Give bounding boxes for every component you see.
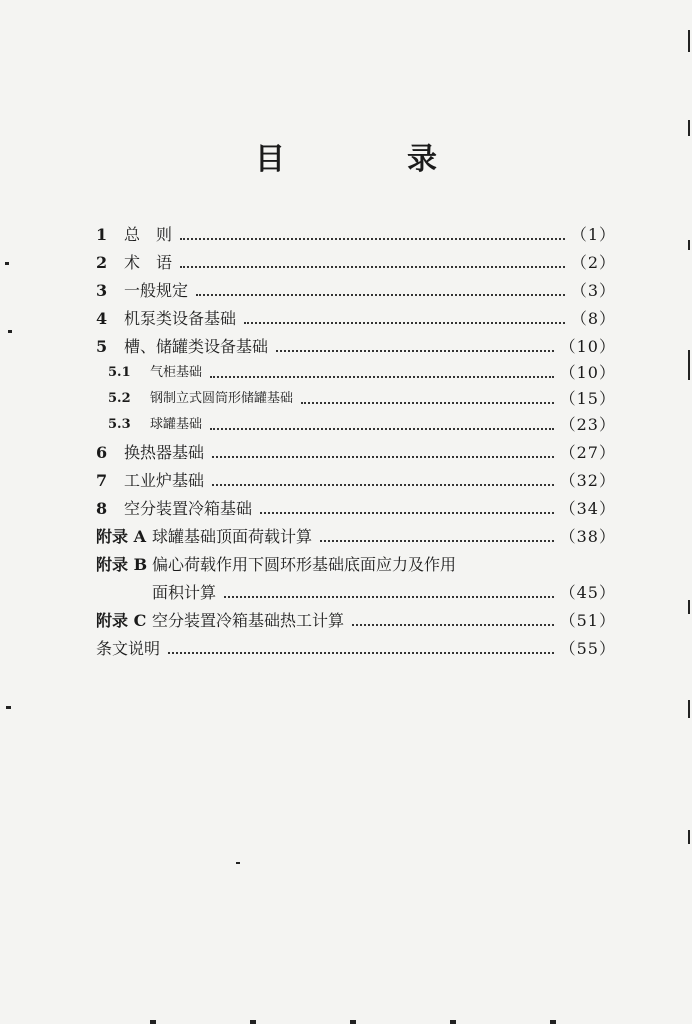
scan-artifact	[450, 1020, 456, 1024]
toc-entry-number: 4	[96, 309, 108, 328]
dot-leader	[180, 238, 565, 240]
toc-entry-number: 附录 A	[96, 527, 146, 546]
dot-leader	[168, 652, 554, 654]
page-title: 目 录	[255, 142, 483, 177]
scan-artifact	[688, 120, 690, 136]
toc-entry[interactable]	[96, 440, 616, 466]
toc-entry[interactable]	[96, 278, 616, 304]
toc-entry-title: 气柜基础	[150, 365, 203, 380]
toc-entry-page: （10）	[559, 363, 616, 382]
toc-entry-title: 面积计算	[152, 583, 217, 602]
toc-entry[interactable]	[96, 636, 616, 662]
toc-entry-page: （34）	[559, 499, 616, 518]
dot-leader	[260, 512, 554, 514]
dot-leader	[301, 402, 554, 404]
toc-entry-page: （32）	[559, 471, 616, 490]
dot-leader	[210, 376, 554, 378]
scan-artifact	[250, 1020, 256, 1024]
toc-entry-number: 8	[96, 499, 108, 518]
dot-leader	[224, 596, 554, 598]
toc-entry-title: 条文说明	[96, 639, 161, 658]
toc-entry-title: 槽、储罐类设备基础	[124, 337, 269, 356]
toc-entry-title: 球罐基础	[150, 417, 203, 432]
toc-subentry[interactable]	[96, 360, 616, 386]
toc-entry-title: 钢制立式圆筒形储罐基础	[150, 391, 294, 406]
toc-entry-page: （23）	[559, 415, 616, 434]
dot-leader	[276, 350, 554, 352]
toc-appendix-entry[interactable]	[96, 552, 616, 578]
toc-entry-title: 偏心荷载作用下圆环形基础底面应力及作用	[152, 555, 457, 574]
toc-appendix-entry[interactable]	[96, 608, 616, 634]
toc-entry-page: （45）	[559, 583, 616, 602]
dot-leader	[320, 540, 554, 542]
scan-artifact	[6, 706, 11, 709]
scan-artifact	[688, 830, 690, 844]
toc-entry-number: 7	[96, 471, 108, 490]
toc-entry-page: （51）	[559, 611, 616, 630]
scan-artifact	[8, 330, 12, 333]
toc-appendix-entry[interactable]	[96, 524, 616, 550]
toc-entry-number: 3	[96, 281, 108, 300]
toc-entry-title: 工业炉基础	[124, 471, 205, 490]
toc-entry-number: 附录 B	[96, 555, 148, 574]
toc-entry-page: （10）	[559, 337, 616, 356]
toc-entry[interactable]	[96, 306, 616, 332]
toc-entry-page: （8）	[570, 309, 616, 328]
dot-leader	[180, 266, 565, 268]
toc-entry[interactable]	[96, 222, 616, 248]
toc-entry-page: （15）	[559, 389, 616, 408]
toc-entry-number: 5.1	[108, 365, 131, 380]
toc-entry-page: （1）	[570, 225, 616, 244]
toc-entry-title: 换热器基础	[124, 443, 205, 462]
toc-entry-title: 球罐基础顶面荷载计算	[152, 527, 313, 546]
scan-artifact	[688, 350, 690, 380]
scan-artifact	[236, 862, 240, 864]
scan-artifact	[350, 1020, 356, 1024]
toc-entry-number: 5	[96, 337, 108, 356]
dot-leader	[210, 428, 554, 430]
dot-leader	[212, 456, 554, 458]
toc-entry-number: 6	[96, 443, 108, 462]
dot-leader	[352, 624, 554, 626]
toc-entry-number: 5.2	[108, 391, 131, 406]
toc-entry[interactable]	[96, 334, 616, 360]
toc-entry-number: 附录 C	[96, 611, 147, 630]
toc-entry-number: 2	[96, 253, 108, 272]
toc-entry-number: 1	[96, 225, 108, 244]
toc-entry-page: （38）	[559, 527, 616, 546]
scan-artifact	[150, 1020, 156, 1024]
scan-artifact	[550, 1020, 556, 1024]
toc-entry[interactable]	[96, 468, 616, 494]
toc-subentry[interactable]	[96, 412, 616, 438]
toc-entry-page: （2）	[570, 253, 616, 272]
scan-artifact	[688, 600, 690, 614]
toc-entry-title: 总 则	[124, 225, 173, 244]
dot-leader	[244, 322, 565, 324]
toc-entry[interactable]	[96, 250, 616, 276]
toc-continuation-entry[interactable]	[96, 580, 616, 606]
scan-artifact	[688, 700, 690, 718]
toc-subentry[interactable]	[96, 386, 616, 412]
toc-entry-title: 一般规定	[124, 281, 189, 300]
toc-entry-number: 5.3	[108, 417, 131, 432]
dot-leader	[196, 294, 565, 296]
scan-artifact	[688, 30, 690, 52]
scan-artifact	[688, 240, 690, 250]
toc-entry-page: （55）	[559, 639, 616, 658]
toc-entry-page: （27）	[559, 443, 616, 462]
toc-entry-title: 机泵类设备基础	[124, 309, 237, 328]
toc-entry[interactable]	[96, 496, 616, 522]
toc-entry-title: 空分装置冷箱基础	[124, 499, 253, 518]
toc-entry-title: 空分装置冷箱基础热工计算	[152, 611, 345, 630]
toc-entry-title: 术 语	[124, 253, 173, 272]
dot-leader	[212, 484, 554, 486]
toc-entry-page: （3）	[570, 281, 616, 300]
scan-artifact	[5, 262, 9, 265]
